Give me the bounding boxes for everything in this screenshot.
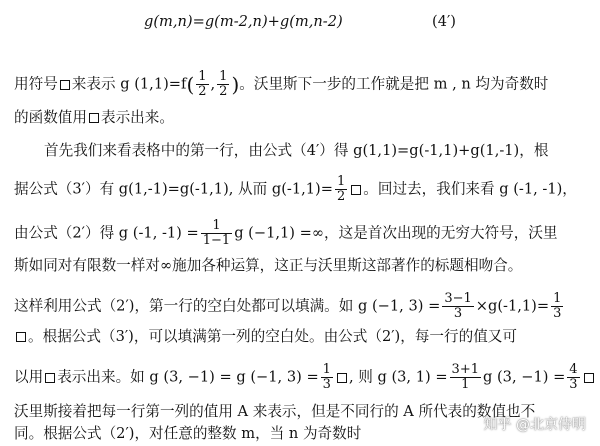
paren-left: ( <box>186 72 195 97</box>
p3-text-a: 沃里斯接着把每一行第一列的值用 A 来表示，但是不同行的 A 所代表的数值也不 <box>14 403 536 420</box>
p2-text-f: 斯如同对有限数一样对∞施加各种运算，这正与沃里斯这部著作的标题相吻合。 <box>14 257 523 274</box>
frac-b-num: 1 <box>336 174 346 189</box>
p2-text-c: 。回过去，我们来看 g (-1, -1)， <box>363 180 577 198</box>
p2-text-i: 。根据公式（3′)，可以填满第一列的空白处。由公式（2′)，每一行的值又可 <box>28 328 517 345</box>
p2-line2 <box>14 175 592 204</box>
frac-l-den: 1 <box>461 377 470 392</box>
p2-text-a: 首先我们来看表格中的第一行，由公式（4′）得 g(1,1)=g(-1,1)+g(1,-1)，根 <box>44 142 549 159</box>
frac-k-den: 3 <box>322 377 331 392</box>
p2-text-d: 由公式（2′）得 g (-1, -1) = <box>14 224 199 242</box>
p2-line4 <box>14 256 592 276</box>
frac-1-den: 2 <box>198 84 207 99</box>
p2-line7 <box>14 363 592 392</box>
p2-line6 <box>14 327 592 347</box>
p2-text-h: ×g(-1,1)= <box>475 297 550 315</box>
box-symbol <box>584 373 594 383</box>
box-symbol <box>337 373 347 383</box>
frac-d-den: 1−1 <box>202 233 231 248</box>
frac-2 <box>217 70 229 99</box>
frac-d-num: 1 <box>201 219 232 234</box>
p1-text-c: 。沃里斯下一步的工作就是把 m , n 均为奇数时 <box>239 75 549 93</box>
p1-text-b: 来表示 g (1,1)=f <box>71 75 187 93</box>
box-symbol <box>89 113 99 123</box>
frac-h <box>551 292 563 321</box>
frac-g-den: 3 <box>453 306 463 321</box>
p1-text-d: 的函数值用 <box>14 109 87 126</box>
frac-g <box>442 292 473 321</box>
frac-g-num: 3−1 <box>444 291 472 306</box>
p2-text-g: 这样利用公式（2′)，第一行的空白处都可以填满。如 g (−1, 3) = <box>14 297 441 315</box>
frac-d <box>201 219 232 248</box>
p2-text-j: 以用 <box>14 368 44 386</box>
p2-line1 <box>44 141 592 161</box>
frac-l <box>450 363 481 392</box>
p1-text-a: 用符号 <box>14 75 58 93</box>
p2-text-m: g (3, −1) = <box>482 368 566 386</box>
frac-k <box>321 363 333 392</box>
box-symbol <box>45 373 55 383</box>
p2-text-k: 表示出来。如 g (3, −1) = g (−1, 3) = <box>57 368 319 386</box>
frac-h-num: 1 <box>553 291 562 306</box>
frac-k-num: 1 <box>322 362 331 377</box>
p2-line5 <box>14 292 592 321</box>
p1-comma: , <box>210 75 216 93</box>
frac-h-den: 3 <box>553 306 562 321</box>
frac-2-num: 1 <box>219 69 228 84</box>
p2-text-b: 据公式（3′）有 g(1,-1)=g(-1,1), 从而 g(-1,1)= <box>14 180 333 198</box>
p1-text-e: 表示出来。 <box>100 109 174 126</box>
formula: g(m,n)=g(m-2,n)+g(m,n-2) <box>144 13 343 30</box>
p2-text-l: , 则 g (3, 1) = <box>348 368 448 386</box>
p2-line3 <box>14 219 592 248</box>
formula-tag: (4′) <box>432 13 456 30</box>
box-symbol <box>60 80 70 90</box>
p1-line2 <box>14 108 592 128</box>
frac-m <box>567 363 579 392</box>
formula-line <box>0 12 600 32</box>
frac-2-den: 2 <box>219 84 228 99</box>
frac-b-den: 2 <box>336 189 346 204</box>
box-symbol <box>351 185 361 195</box>
frac-m-den: 3 <box>569 377 578 392</box>
watermark: 知乎 @北京侍明 <box>483 417 586 433</box>
frac-1-num: 1 <box>198 69 207 84</box>
p1-line1 <box>14 70 592 99</box>
frac-b <box>335 175 347 204</box>
frac-m-num: 4 <box>569 362 578 377</box>
frac-l-num: 3+1 <box>451 362 479 377</box>
p2-text-e: g (−1,1) =∞，这是首次出现的无穷大符号，沃里 <box>234 224 558 242</box>
paren-right: ) <box>231 72 240 97</box>
p3-text-b: 同。根据公式（2′)，对任意的整数 m，当 n 为奇数时 <box>14 425 362 442</box>
box-symbol <box>16 332 26 342</box>
frac-1 <box>196 70 208 99</box>
